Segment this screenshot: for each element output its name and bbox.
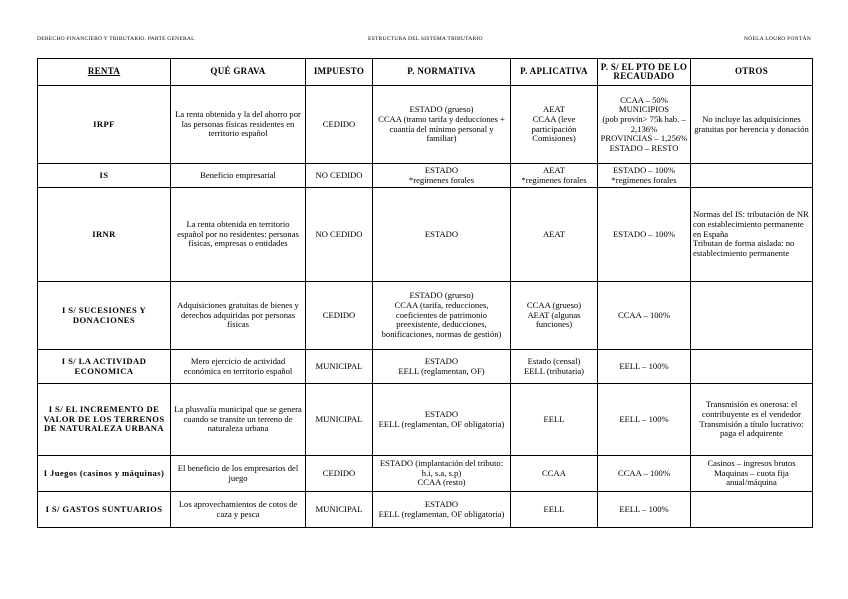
table-row (38, 456, 813, 492)
table-row (38, 86, 813, 164)
cell-impuesto: CEDIDO (306, 282, 373, 350)
cell-renta: IS (38, 164, 171, 188)
column-header-que-grava: QUÉ GRAVA (171, 59, 306, 86)
cell-aplicativa: CCAA (511, 456, 598, 492)
table-row (38, 350, 813, 384)
cell-renta: I S/ LA ACTIVIDAD ECONOMICA (38, 350, 171, 384)
column-header-renta: RENTA (38, 59, 171, 86)
cell-otros: No incluye las adquisiciones gratuitas por herencia y donación (691, 86, 813, 164)
cell-renta: I Juegos (casinos y máquinas) (38, 456, 171, 492)
cell-recaudado: ESTADO – 100% *regímenes forales (598, 164, 691, 188)
cell-impuesto: CEDIDO (306, 86, 373, 164)
cell-aplicativa: EELL (511, 492, 598, 528)
column-header-p-normativa: P. NORMATIVA (373, 59, 511, 86)
cell-recaudado: CCAA – 50% MUNICIPIOS (pob provin> 75k hab. – 2,136% PROVINCIAS – 1,256% ESTADO – RESTO (598, 86, 691, 164)
header-center-text: ESTRUCTURA DEL SISTEMA TRIBUTARIO (368, 36, 483, 42)
cell-otros (691, 492, 813, 528)
cell-recaudado: ESTADO – 100% (598, 188, 691, 282)
cell-normativa: ESTADO EELL (reglamentan, OF obligatoria) (373, 492, 511, 528)
cell-recaudado: CCAA – 100% (598, 282, 691, 350)
cell-otros: Transmisión es onerosa: el contribuyente es el vendedor Transmisión a título lucrativo: paga el adquirente (691, 384, 813, 456)
cell-otros (691, 350, 813, 384)
header-left-text: DERECHO FINANCIERO Y TRIBUTARIO. PARTE GENERAL (37, 36, 195, 42)
table-row (38, 188, 813, 282)
cell-impuesto: MUNICIPAL (306, 350, 373, 384)
cell-grava: La renta obtenida y la del ahorro por las personas físicas residentes en territorio español (171, 86, 306, 164)
cell-impuesto: MUNICIPAL (306, 384, 373, 456)
table-row (38, 282, 813, 350)
cell-normativa: ESTADO *regímenes forales (373, 164, 511, 188)
column-header-p-aplicativa: P. APLICATIVA (511, 59, 598, 86)
cell-renta: IRNR (38, 188, 171, 282)
cell-grava: La plusvalía municipal que se genera cuando se transite un terreno de naturaleza urbana (171, 384, 306, 456)
cell-normativa: ESTADO (373, 188, 511, 282)
column-header-impuesto: IMPUESTO (306, 59, 373, 86)
cell-normativa: ESTADO (grueso) CCAA (tarifa, reducciones, coeficientes de patrimonio preexistente, deducciones, bonificaciones, normas de gestión) (373, 282, 511, 350)
cell-grava: Adquisiciones gratuitas de bienes y derechos adquiridas por personas físicas (171, 282, 306, 350)
cell-impuesto: MUNICIPAL (306, 492, 373, 528)
cell-normativa: ESTADO (implantación del tributo: h.i, s.a, s.p) CCAA (resto) (373, 456, 511, 492)
cell-otros (691, 282, 813, 350)
cell-grava: El beneficio de los empresarios del juego (171, 456, 306, 492)
cell-normativa: ESTADO EELL (reglamentan, OF obligatoria) (373, 384, 511, 456)
cell-grava: Los aprovechamientos de cotos de caza y pesca (171, 492, 306, 528)
table-header-row (38, 59, 813, 86)
cell-renta: IRPF (38, 86, 171, 164)
table-row (38, 164, 813, 188)
cell-impuesto: NO CEDIDO (306, 188, 373, 282)
cell-aplicativa: AEAT (511, 188, 598, 282)
column-header-p-recaudado: P. S/ EL PTO DE LO RECAUDADO (598, 59, 691, 86)
cell-impuesto: NO CEDIDO (306, 164, 373, 188)
table-row (38, 384, 813, 456)
cell-normativa: ESTADO EELL (reglamentan, OF) (373, 350, 511, 384)
cell-grava: Mero ejercicio de actividad económica en territorio español (171, 350, 306, 384)
cell-renta: I S/ SUCESIONES Y DONACIONES (38, 282, 171, 350)
cell-aplicativa: AEAT CCAA (leve participación Comisiones) (511, 86, 598, 164)
cell-aplicativa: Estado (censal) EELL (tributaria) (511, 350, 598, 384)
cell-normativa: ESTADO (grueso) CCAA (tramo tarifa y deducciones + cuantía del mínimo personal y familiar) (373, 86, 511, 164)
cell-impuesto: CEDIDO (306, 456, 373, 492)
cell-otros (691, 164, 813, 188)
cell-renta: I S/ EL INCREMENTO DE VALOR DE LOS TERRENOS DE NATURALEZA URBANA (38, 384, 171, 456)
cell-recaudado: EELL – 100% (598, 350, 691, 384)
cell-renta: I S/ GASTOS SUNTUARIOS (38, 492, 171, 528)
cell-otros: Normas del IS: tributación de NR con establecimiento permanente en España Tributan de forma aislada: no establecimiento permanente (691, 188, 813, 282)
cell-recaudado: CCAA – 100% (598, 456, 691, 492)
column-header-otros: OTROS (691, 59, 813, 86)
cell-aplicativa: CCAA (grueso) AEAT (algunas funciones) (511, 282, 598, 350)
cell-grava: Beneficio empresarial (171, 164, 306, 188)
cell-aplicativa: EELL (511, 384, 598, 456)
cell-aplicativa: AEAT *regímenes forales (511, 164, 598, 188)
header-right-text: NOELA LOURO FONTÁN (744, 36, 811, 42)
table-row (38, 492, 813, 528)
tax-structure-table (37, 58, 813, 528)
cell-grava: La renta obtenida en territorio español por no residentes: personas físicas, empresas o entidades (171, 188, 306, 282)
cell-otros: Casinos – ingresos brutos Maquinas – cuota fija anual/máquina (691, 456, 813, 492)
cell-recaudado: EELL – 100% (598, 384, 691, 456)
cell-recaudado: EELL – 100% (598, 492, 691, 528)
